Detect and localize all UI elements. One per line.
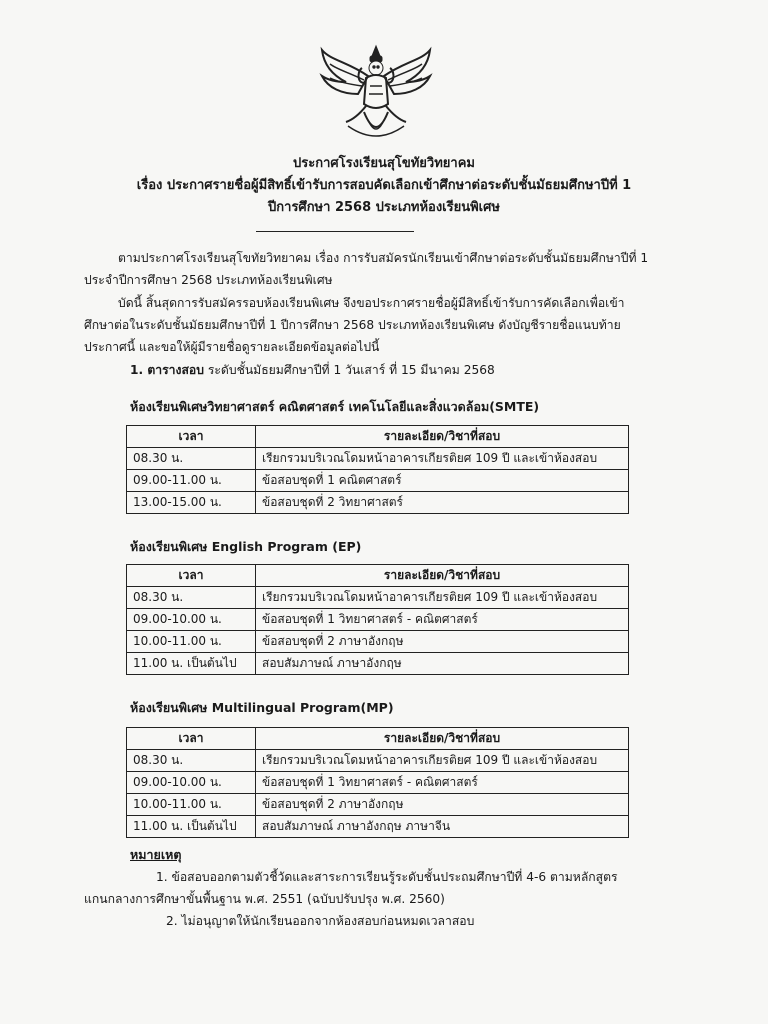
exam-table-smte [126, 425, 629, 514]
note-2: 2. ไม่อนุญาตให้นักเรียนออกจากห้องสอบก่อนหมดเวลาสอบ [166, 914, 475, 928]
announcement-subject: เรื่อง ประกาศรายชื่อผู้มีสิทธิ์เข้ารับการสอบคัดเลือกเข้าศึกษาต่อระดับชั้นมัธยมศึกษาปีที่ 1 [136, 178, 632, 193]
schedule-heading: 1. ตารางสอบ [130, 363, 204, 377]
school-announcement-title: ประกาศโรงเรียนสุโขทัยวิทยาคม [293, 156, 475, 171]
table-row [127, 772, 629, 794]
time-cell: 10.00-11.00 น. [127, 631, 256, 653]
table-row [127, 750, 629, 772]
table-header-row [127, 426, 629, 448]
detail-cell: ข้อสอบชุดที่ 2 ภาษาอังกฤษ [256, 631, 629, 653]
table-header-row [127, 565, 629, 587]
exam-table-ep [126, 564, 629, 675]
time-cell: 09.00-10.00 น. [127, 772, 256, 794]
time-cell: 13.00-15.00 น. [127, 492, 256, 514]
table-row [127, 470, 629, 492]
detail-cell: ข้อสอบชุดที่ 1 คณิตศาสตร์ [256, 470, 629, 492]
detail-cell: ข้อสอบชุดที่ 2 ภาษาอังกฤษ [256, 794, 629, 816]
time-cell: 08.30 น. [127, 750, 256, 772]
para2-line1: บัดนี้ สิ้นสุดการรับสมัครรอบห้องเรียนพิเศษ จึงขอประกาศรายชื่อผู้มีสิทธิ์เข้ารับการคัดเลือกเพื่อเข้า [118, 296, 625, 310]
column-header-time: เวลา [127, 565, 256, 587]
section-title-ep: ห้องเรียนพิเศษ English Program (EP) [130, 539, 362, 554]
schedule-line [130, 360, 495, 380]
column-header-detail: รายละเอียด/วิชาที่สอบ [256, 565, 629, 587]
para1-line1: ตามประกาศโรงเรียนสุโขทัยวิทยาคม เรื่อง การรับสมัครนักเรียนเข้าศึกษาต่อระดับชั้นมัธยมศึกษาปีที่ 1 [118, 251, 649, 265]
table-row [127, 816, 629, 838]
detail-cell: เรียกรวมบริเวณโดมหน้าอาคารเกียรติยศ 109 ปี และเข้าห้องสอบ [256, 750, 629, 772]
table-row [127, 631, 629, 653]
table-row [127, 448, 629, 470]
column-header-time: เวลา [127, 728, 256, 750]
table-row [127, 794, 629, 816]
table-row [127, 609, 629, 631]
table-row [127, 492, 629, 514]
column-header-time: เวลา [127, 426, 256, 448]
time-cell: 09.00-11.00 น. [127, 470, 256, 492]
detail-cell: สอบสัมภาษณ์ ภาษาอังกฤษ ภาษาจีน [256, 816, 629, 838]
section-title-mp: ห้องเรียนพิเศษ Multilingual Program(MP) [130, 700, 394, 715]
announcement-year: ปีการศึกษา 2568 ประเภทห้องเรียนพิเศษ [268, 200, 500, 215]
time-cell: 08.30 น. [127, 587, 256, 609]
para2-line3: ประกาศนี้ และขอให้ผู้มีรายชื่อดูรายละเอียดข้อมูลต่อไปนี้ [84, 340, 380, 354]
detail-cell: ข้อสอบชุดที่ 2 วิทยาศาสตร์ [256, 492, 629, 514]
exam-table-mp [126, 727, 629, 838]
column-header-detail: รายละเอียด/วิชาที่สอบ [256, 426, 629, 448]
note-1-line2: แกนกลางการศึกษาขั้นพื้นฐาน พ.ศ. 2551 (ฉบับปรับปรุง พ.ศ. 2560) [84, 892, 445, 906]
table-row [127, 587, 629, 609]
notes-heading: หมายเหตุ [130, 847, 182, 862]
time-cell: 08.30 น. [127, 448, 256, 470]
detail-cell: เรียกรวมบริเวณโดมหน้าอาคารเกียรติยศ 109 ปี และเข้าห้องสอบ [256, 587, 629, 609]
section-title-smte: ห้องเรียนพิเศษวิทยาศาสตร์ คณิตศาสตร์ เทคโนโลยีและสิ่งแวดล้อม(SMTE) [130, 399, 540, 414]
table-row [127, 653, 629, 675]
time-cell: 11.00 น. เป็นต้นไป [127, 653, 256, 675]
garuda-emblem-icon [318, 42, 434, 150]
detail-cell: สอบสัมภาษณ์ ภาษาอังกฤษ [256, 653, 629, 675]
column-header-detail: รายละเอียด/วิชาที่สอบ [256, 728, 629, 750]
table-header-row [127, 728, 629, 750]
note-1-line1: 1. ข้อสอบออกตามตัวชี้วัดและสาระการเรียนรู้ระดับชั้นประถมศึกษาปีที่ 4-6 ตามหลักสูตร [156, 870, 618, 884]
schedule-text: ระดับชั้นมัธยมศึกษาปีที่ 1 วันเสาร์ ที่ 15 มีนาคม 2568 [207, 363, 495, 377]
detail-cell: ข้อสอบชุดที่ 1 วิทยาศาสตร์ - คณิตศาสตร์ [256, 609, 629, 631]
para1-line2: ประจำปีการศึกษา 2568 ประเภทห้องเรียนพิเศษ [84, 273, 333, 287]
para2-line2: ศึกษาต่อในระดับชั้นมัธยมศึกษาปีที่ 1 ปีการศึกษา 2568 ประเภทห้องเรียนพิเศษ ดังบัญชีรายชื่อแนบท้าย [84, 318, 621, 332]
detail-cell: เรียกรวมบริเวณโดมหน้าอาคารเกียรติยศ 109 ปี และเข้าห้องสอบ [256, 448, 629, 470]
time-cell: 09.00-10.00 น. [127, 609, 256, 631]
detail-cell: ข้อสอบชุดที่ 1 วิทยาศาสตร์ - คณิตศาสตร์ [256, 772, 629, 794]
title-divider [256, 231, 414, 232]
time-cell: 10.00-11.00 น. [127, 794, 256, 816]
time-cell: 11.00 น. เป็นต้นไป [127, 816, 256, 838]
